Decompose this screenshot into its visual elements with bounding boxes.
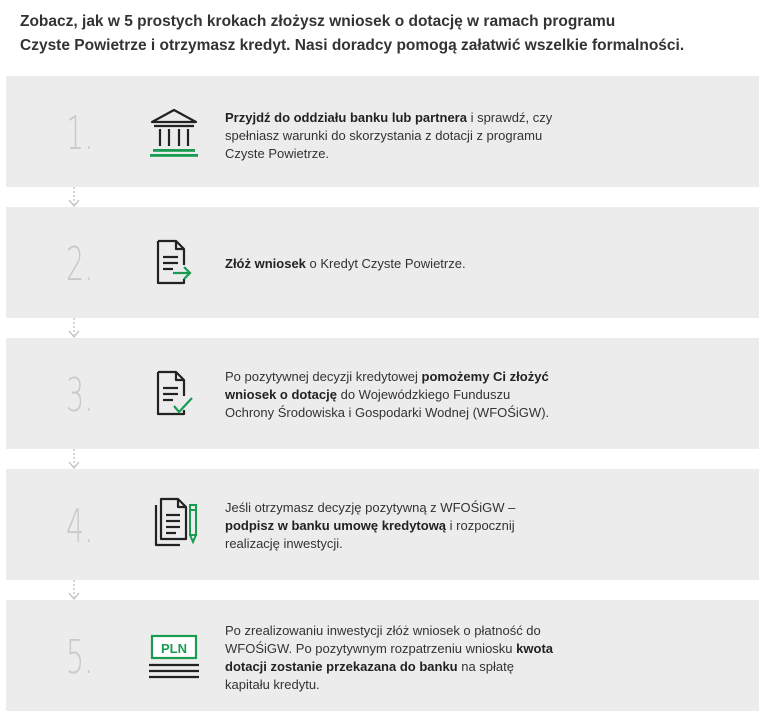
bank-building-icon: [146, 104, 202, 160]
step-text-run: Po zrealizowaniu inwestycji złóż wniosek o płatność do WFOŚiGW. Po pozytywnym rozpatrzeniu wniosku: [225, 623, 541, 656]
step-text-run: i sprawdź, czy spełniasz warunki do skorzystania z dotacji z programu Czyste Powietrze.: [225, 110, 553, 161]
step-text-bold: podpisz w banku umowę kredytową: [225, 518, 447, 533]
step-3: [6, 338, 759, 449]
step-text: [225, 499, 555, 553]
step-5: [6, 600, 759, 711]
step-text: [225, 255, 555, 273]
step-text-run: na spłatę kapitału kredytu.: [225, 659, 514, 692]
step-number: 5.: [66, 630, 94, 684]
step-text-run: Jeśli otrzymasz decyzję pozytywną z WFOŚiGW –: [225, 500, 516, 515]
step-text-run: do Wojewódzkiego Funduszu Ochrony Środowiska i Gospodarki Wodnej (WFOŚiGW).: [225, 387, 550, 420]
step-1: [6, 76, 759, 187]
documents-pen-icon: [146, 495, 202, 551]
document-arrow-icon: [146, 235, 202, 291]
down-arrow-icon: [67, 318, 81, 340]
step-number: 3.: [66, 368, 94, 422]
down-arrow-icon: [67, 187, 81, 209]
step-4: [6, 469, 759, 580]
pln-label: PLN: [161, 641, 187, 656]
intro-line-2: Czyste Powietrze i otrzymasz kredyt. Nasi doradcy pomogą załatwić wszelkie formalności.: [20, 37, 685, 54]
step-text-run: i rozpocznij realizację inwestycji.: [225, 518, 515, 551]
intro-line-1: Zobacz, jak w 5 prostych krokach złożysz wniosek o dotację w ramach programu: [20, 13, 616, 30]
step-text: [225, 368, 555, 422]
step-number: 2.: [66, 237, 94, 291]
step-text-bold: Przyjdź do oddziału banku lub partnera: [225, 110, 467, 125]
step-number: 1.: [66, 106, 94, 160]
step-text-run: Po pozytywnej decyzji kredytowej: [225, 369, 422, 384]
step-text-bold: Złóż wniosek: [225, 256, 306, 271]
step-text: [225, 109, 555, 163]
down-arrow-icon: [67, 580, 81, 602]
step-text-bold: pomożemy Ci złożyć wniosek o dotację: [225, 369, 549, 402]
pln-banknote-icon: [146, 630, 202, 686]
document-check-icon: [146, 366, 202, 422]
step-text-run: o Kredyt Czyste Powietrze.: [305, 256, 466, 271]
step-text-bold: kwota dotacji zostanie przekazana do banku: [225, 641, 553, 674]
step-text: [225, 622, 555, 694]
step-number: 4.: [66, 499, 94, 553]
down-arrow-icon: [67, 449, 81, 471]
step-2: [6, 207, 759, 318]
intro-text: [20, 10, 750, 58]
